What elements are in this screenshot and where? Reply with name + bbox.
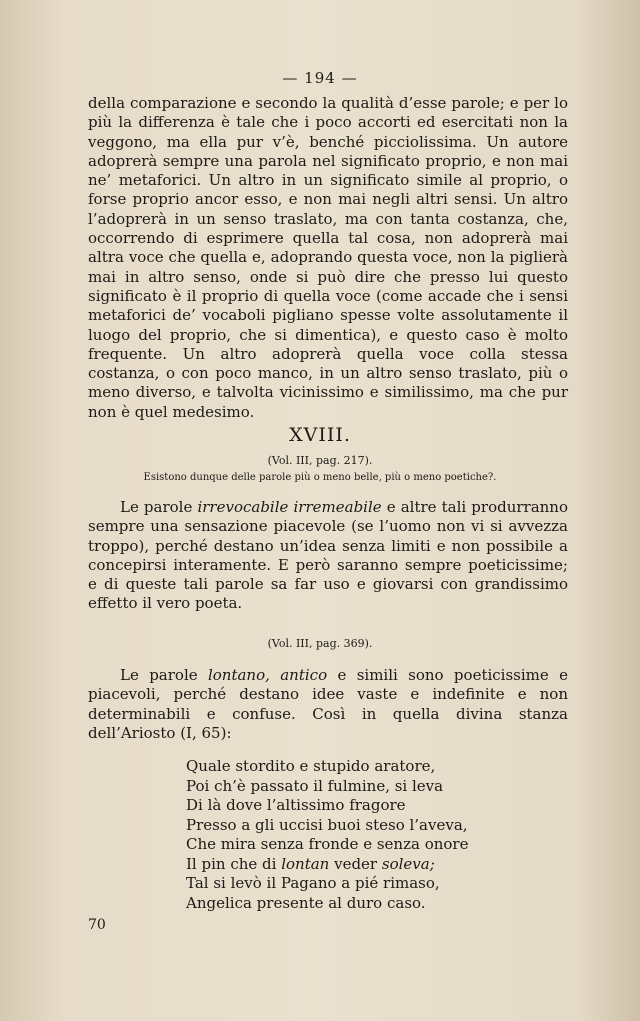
section-note: Esistono dunque delle parole più o meno belle, più o meno poetiche?. [143, 472, 497, 483]
poem-line-4: Presso a gli uccisi buoi steso l’aveva, [186, 815, 468, 834]
poem-line-8: Angelica presente al duro caso. [186, 893, 426, 912]
poem-line-6-part-c: veder [329, 854, 382, 873]
paragraph-3-before: Le parole [120, 666, 208, 684]
paragraph-2-before: Le parole [120, 498, 198, 516]
poem-line-7: Tal si levò il Pagano a pié rimaso, [186, 874, 440, 892]
paragraph-2-text [88, 498, 568, 614]
poem-line-3: Di là dove l’altissimo fragore [186, 796, 406, 814]
paragraph-3-text [88, 666, 568, 743]
paragraph-2 [88, 498, 568, 614]
paragraph-2-after: e altre tali produrranno sempre una sensazione piacevole (se l’uomo non vi si avvezza troppo), perché destano un’idea senza limiti e non possibile a concepirsi interamente. E però saranno sempre poeticissime; e di queste tali parole sa far uso e giovarsi con grandissimo effetto il vero poeta. [88, 498, 568, 613]
poem-line-6-emphasis-a: lontan [281, 854, 330, 873]
section-reference: (Vol. III, pag. 217). [267, 454, 373, 467]
paragraph-3-after: e simili sono poeticissime e piacevoli, perché destano idee vaste e indefinite e non determinabili e confuse. Così in quella divina stanza dell’Ariosto (I, 65): [88, 666, 568, 742]
section-title: XVIII. [289, 424, 351, 446]
poem-line-6-emphasis-b: soleva; [381, 854, 435, 873]
poem-line-5: Che mira senza fronde e senza onore [186, 835, 469, 853]
poem-line-6 [186, 855, 506, 875]
poem-line-1: Quale stordito e stupido aratore, [186, 757, 436, 775]
page-number: — 194 — [282, 69, 358, 87]
poem-line-6-part-a: Il pin che di [186, 854, 282, 873]
paragraph-1 [88, 94, 568, 422]
poem-stanza [186, 757, 506, 913]
poem-line-2: Poi ch’è passato il fulmine, si leva [186, 776, 444, 795]
second-reference: (Vol. III, pag. 369). [267, 637, 373, 650]
paragraph-3 [88, 666, 568, 743]
paragraph-3-emphasis: lontano, antico [207, 666, 328, 684]
paragraph-1-text: della comparazione e secondo la qualità d’esse parole; e per lo più la differenza è tale che i poco accorti ed esercitati non la veggono, ma ella pur v’è, benché picciolissima. Un autore adoprerà sempre una parola nel significato proprio, e non mai ne’ metaforici. Un altro in un significato simile al proprio, o forse proprio ancor esso, e non mai negli altri sensi. Un altro l’adoprerà in un senso traslato, ma con tanta costanza, che, occorrendo di esprimere quella tal cosa, non adoprerà mai altra voce che quella e, adoprando questa voce, non la piglierà mai in altro senso, onde si può dire che presso lui questo significato è il proprio di quella voce (come accade che i sensi metaforici de’ vocaboli pigliano spesse volte assolutamente il luogo del proprio, che si dimentica), e questo caso è molto frequente. Un altro adoprerà quella voce colla stessa costanza, o con poco manco, in un altro senso traslato, più o meno diverso, e talvolta vicinissimo e similissimo, ma che pur non è quel medesimo. [88, 94, 568, 421]
paragraph-2-emphasis: irrevocabile irremeabile [197, 498, 382, 516]
folio-number: 70 [88, 917, 106, 933]
